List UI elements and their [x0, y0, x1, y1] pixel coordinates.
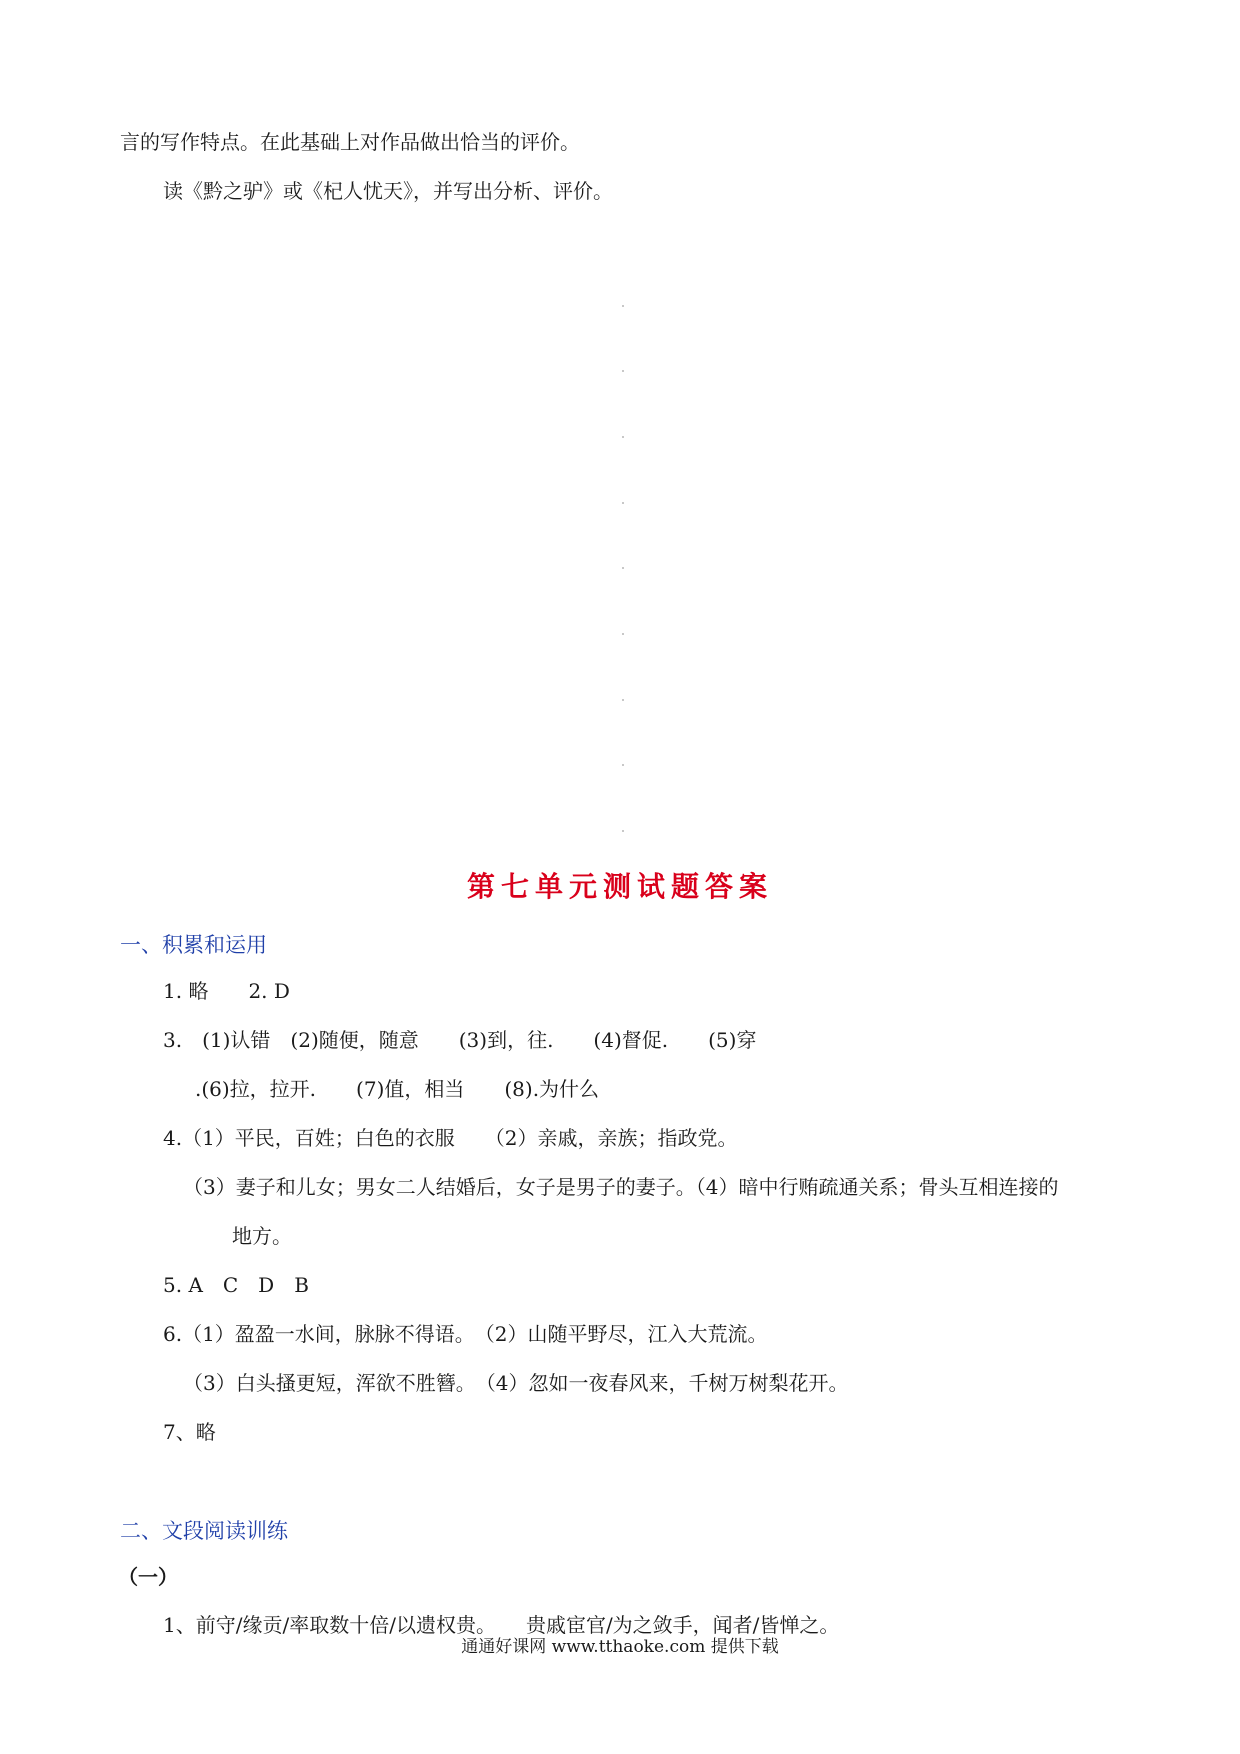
section-2-subheading: （一） [118, 1565, 178, 1589]
answer-q1: 1. 略 2. D [163, 979, 290, 1003]
page-title: 第七单元测试题答案 [466, 870, 773, 903]
section-1-heading: 一、积累和运用 [120, 933, 267, 957]
answer-q4-part2: （3）妻子和儿女；男女二人结婚后，女子是男子的妻子。（4）暗中行贿疏通关系；骨头互相连接的 [183, 1175, 1059, 1199]
section-2-heading: 二、文段阅读训练 [120, 1519, 288, 1543]
answer-q3-part1: 3. (1)认错 (2)随便，随意 (3)到，往. (4)督促. (5)穿 [163, 1028, 757, 1052]
answer-q4-part1: 4.（1）平民，百姓；白色的衣服 （2）亲戚，亲族；指政党。 [163, 1126, 738, 1150]
answer-q4-part3: 地方。 [232, 1224, 292, 1248]
intro-line-1: 言的写作特点。在此基础上对作品做出恰当的评价。 [120, 130, 580, 154]
answer-q6-part1: 6.（1）盈盈一水间，脉脉不得语。 （2）山随平野尽，江入大荒流。 [163, 1322, 768, 1346]
answer-q3-part2: .(6)拉，拉开. (7)值，相当 (8).为什么 [195, 1077, 600, 1101]
page-footer: 通通好课网 www.tthaoke.com 提供下载 [461, 1637, 779, 1657]
answer-section2-q1: 1、前守/缘贡/率取数十倍/以遗权贵。 贵戚宦官/为之敛手，闻者/皆惮之。 [163, 1613, 840, 1637]
answer-q6-part2: （3）白头搔更短，浑欲不胜簪。 （4）忽如一夜春风来，千树万树梨花开。 [183, 1371, 849, 1395]
intro-line-2: 读《黔之驴》或《杞人忧天》，并写出分析、评价。 [163, 179, 613, 203]
answer-q5: 5. A C D B [163, 1273, 309, 1297]
answer-q7: 7、略 [163, 1420, 216, 1444]
